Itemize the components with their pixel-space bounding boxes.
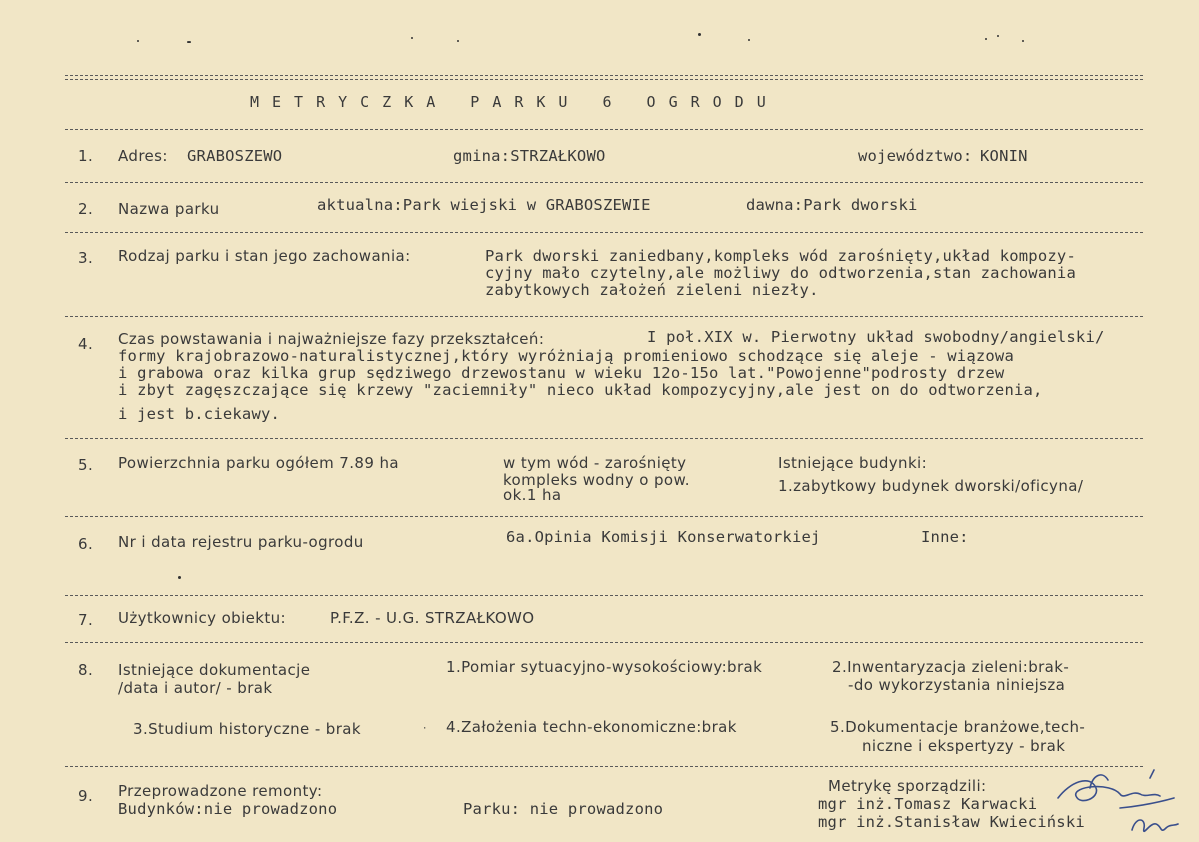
section-number: 1. bbox=[78, 147, 94, 165]
documentation-item-5: 5.Dokumentacje branżowe,tech- bbox=[830, 718, 1086, 736]
other-label: Inne: bbox=[921, 528, 969, 546]
history-line: i jest b.ciekawy. bbox=[118, 405, 281, 423]
speck bbox=[1022, 40, 1024, 42]
author-2: mgr inż.Stanisław Kwieciński bbox=[818, 813, 1085, 831]
section-number: 5. bbox=[78, 456, 94, 474]
history-line: I poł.XIX w. Pierwotny układ swobodny/angielski/ bbox=[647, 328, 1105, 346]
speck bbox=[137, 40, 139, 42]
divider-line bbox=[65, 79, 1143, 80]
renovations-buildings: Budynków:nie prowadzono bbox=[118, 800, 338, 818]
speck bbox=[411, 37, 413, 39]
divider-line bbox=[65, 182, 1143, 183]
divider-line bbox=[65, 516, 1143, 517]
water-area-line: w tym wód - zarośnięty bbox=[503, 454, 687, 472]
commission-opinion: 6a.Opinia Komisji Konserwatorkiej bbox=[506, 528, 821, 546]
section-number: 2. bbox=[78, 200, 94, 218]
documentation-item-1: 1.Pomiar sytuacyjno-wysokościowy:brak bbox=[446, 658, 763, 676]
divider-line bbox=[65, 642, 1143, 643]
park-name-current: aktualna:Park wiejski w GRABOSZEWIE bbox=[317, 196, 651, 214]
document-title: METRYCZKA PARKU 6 OGRODU bbox=[250, 93, 779, 111]
gmina-value: gmina:STRZAŁKOWO bbox=[453, 147, 606, 165]
divider-line bbox=[65, 129, 1143, 130]
section-number: 6. bbox=[78, 535, 94, 553]
divider-line bbox=[65, 766, 1143, 767]
users-value: P.F.Z. - U.G. STRZAŁKOWO bbox=[330, 609, 535, 627]
dot-mark: · bbox=[422, 724, 428, 734]
register-label: Nr i data rejestru parku-ogrodu bbox=[118, 533, 364, 551]
divider-line bbox=[65, 232, 1143, 233]
documentation-item-2: 2.Inwentaryzacja zieleni:brak- bbox=[832, 658, 1070, 676]
documentation-item-4: 4.Założenia techn-ekonomiczne:brak bbox=[446, 718, 737, 736]
park-name-former: dawna:Park dworski bbox=[746, 196, 918, 214]
author-1: mgr inż.Tomasz Karwacki bbox=[818, 795, 1038, 813]
water-area-line: kompleks wodny o pow. bbox=[503, 471, 690, 489]
speck bbox=[997, 35, 999, 37]
section-number: 9. bbox=[78, 787, 94, 805]
section-number: 7. bbox=[78, 611, 94, 629]
speck bbox=[698, 33, 701, 36]
section-number: 4. bbox=[78, 335, 94, 353]
divider-line bbox=[65, 316, 1143, 317]
water-area-line: ok.1 ha bbox=[503, 486, 562, 504]
section-number: 8. bbox=[78, 661, 94, 679]
renovations-park: Parku: nie prowadzono bbox=[463, 800, 664, 818]
area-label: Powierzchnia parku ogółem 7.89 ha bbox=[118, 454, 399, 472]
speck bbox=[748, 39, 750, 41]
divider-line bbox=[65, 595, 1143, 596]
speck bbox=[457, 40, 459, 42]
renovations-label: Przeprowadzone remonty: bbox=[118, 782, 323, 800]
buildings-value: 1.zabytkowy budynek dworski/oficyna/ bbox=[778, 477, 1084, 495]
speck bbox=[187, 41, 191, 43]
history-label: Czas powstawania i najważniejsze fazy przekształceń: bbox=[118, 330, 545, 348]
documentation-item-3: 3.Studium historyczne - brak bbox=[133, 720, 361, 738]
park-type-line: zabytkowych założeń zieleni niezły. bbox=[485, 281, 819, 299]
speck bbox=[178, 576, 181, 579]
history-line: i zbyt zagęszczające się krzewy "zaciemniły" nieco układ kompozycyjny,ale jest on do odtworzenia, bbox=[118, 381, 1043, 399]
park-type-label: Rodzaj parku i stan jego zachowania: bbox=[118, 247, 411, 265]
documentation-label: /data i autor/ - brak bbox=[118, 679, 273, 697]
documentation-item-2: -do wykorzystania niniejsza bbox=[848, 676, 1066, 694]
speck bbox=[985, 38, 987, 40]
history-line: formy krajobrazowo-naturalistycznej,który wyróżniają promieniowo schodzące się aleje - wiązowa bbox=[118, 347, 1014, 365]
history-line: i grabowa oraz kilka grup sędziwego drzewostanu w wieku 12o-15o lat."Powojenne"podrosty drzew bbox=[118, 364, 1005, 382]
documentation-label: Istniejące dokumentacje bbox=[118, 661, 311, 679]
documentation-item-5: niczne i ekspertyzy - brak bbox=[862, 737, 1066, 755]
park-name-label: Nazwa parku bbox=[118, 200, 220, 218]
authors-label: Metrykę sporządzili: bbox=[828, 777, 987, 795]
address-label: Adres: bbox=[118, 147, 168, 165]
users-label: Użytkownicy obiektu: bbox=[118, 609, 286, 627]
voivodeship-label: województwo: bbox=[858, 147, 973, 165]
buildings-label: Istniejące budynki: bbox=[778, 454, 928, 472]
divider-line bbox=[65, 438, 1143, 439]
park-type-line: cyjny mało czytelny,ale możliwy do odtworzenia,stan zachowania bbox=[485, 264, 1076, 282]
section-number: 3. bbox=[78, 249, 94, 267]
divider-line bbox=[65, 75, 1143, 76]
signature-mark bbox=[1050, 768, 1180, 838]
voivodeship-value: KONIN bbox=[980, 147, 1028, 165]
park-type-line: Park dworski zaniedbany,kompleks wód zarośnięty,układ kompozy- bbox=[485, 247, 1076, 265]
address-value: GRABOSZEWO bbox=[187, 147, 283, 165]
